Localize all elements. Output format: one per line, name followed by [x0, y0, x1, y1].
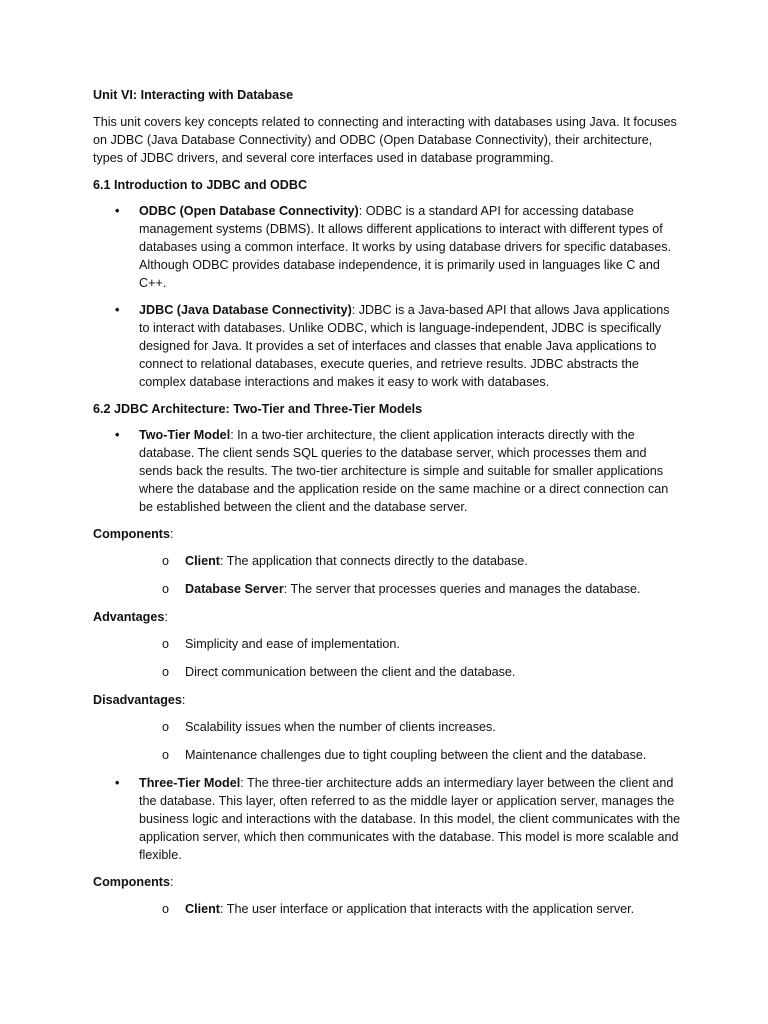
sub-marker: o: [162, 748, 170, 762]
sub-text: : The server that processes queries and manages the database.: [283, 582, 641, 596]
bullet-odbc: [93, 202, 683, 292]
bullet-three-tier: [93, 774, 683, 864]
sub-text: : The user interface or application that interacts with the application server.: [219, 902, 635, 916]
sub-item: [93, 663, 683, 681]
sub-item: [93, 746, 683, 764]
sub-term: Client: [185, 554, 220, 568]
advantages-label: Advantages:: [93, 610, 168, 624]
components-label: Components:: [93, 875, 174, 889]
bullet-two-tier: [93, 426, 683, 516]
sub-item: [93, 635, 683, 653]
bullet-text: : The three-tier architecture adds an intermediary layer between the client and the database. This layer, often referred to as the middle layer or application server, manages the business logic and interactions with the database. In this model, the client communicates with the application server, which then communicates with the database. This model is more scalable and flexible.: [139, 776, 681, 862]
disadvantages-label: Disadvantages:: [93, 693, 186, 707]
components-label: Components:: [93, 527, 174, 541]
sub-marker: o: [162, 902, 170, 916]
sub-text: Simplicity and ease of implementation.: [185, 637, 400, 651]
section-heading-6-1: 6.1 Introduction to JDBC and ODBC: [93, 178, 308, 192]
bullet-marker: •: [115, 303, 120, 317]
bullet-marker: •: [115, 776, 120, 790]
sub-text: Direct communication between the client and the database.: [185, 665, 516, 679]
bullet-marker: •: [115, 428, 120, 442]
sub-item: [93, 900, 683, 918]
sub-text: Scalability issues when the number of clients increases.: [185, 720, 496, 734]
sub-term: Client: [185, 902, 220, 916]
sub-marker: o: [162, 637, 170, 651]
bullet-text: : ODBC is a standard API for accessing database management systems (DBMS). It allows different applications to interact with different types of databases using a common interface. It works by using database drivers for specific databases. Although ODBC provides database independence, it is primarily used in languages like C and C++.: [139, 204, 672, 290]
intro-paragraph: This unit covers key concepts related to connecting and interacting with databases using Java. It focuses on JDBC (Java Database Connectivity) and ODBC (Open Database Connectivity), their architecture, types of JDBC drivers, and several core interfaces used in database programming.: [93, 115, 677, 165]
bullet-term: ODBC (Open Database Connectivity): [139, 204, 359, 218]
sub-marker: o: [162, 582, 170, 596]
bullet-marker: •: [115, 204, 120, 218]
sub-item: [93, 718, 683, 736]
sub-marker: o: [162, 554, 170, 568]
bullet-jdbc: [93, 301, 683, 391]
sub-marker: o: [162, 720, 170, 734]
bullet-term: Three-Tier Model: [139, 776, 241, 790]
sub-marker: o: [162, 665, 170, 679]
bullet-term: JDBC (Java Database Connectivity): [139, 303, 352, 317]
document-page: [93, 86, 683, 928]
sub-text: Maintenance challenges due to tight coupling between the client and the database.: [185, 748, 647, 762]
sub-item: [93, 552, 683, 570]
bullet-text: : In a two-tier architecture, the client application interacts directly with the database. The client sends SQL queries to the database server, which processes them and sends back the results. The two-tier architecture is simple and suitable for smaller applications where the database and the application reside on the same machine or a direct connection can be established between the client and the database server.: [139, 428, 669, 514]
bullet-text: : JDBC is a Java-based API that allows Java applications to interact with databases. Unlike ODBC, which is language-independent, JDBC is specifically designed for Java. It provides a set of interfaces and classes that enable Java applications to connect to relational databases, execute queries, and retrieve results. JDBC abstracts the complex database interactions and makes it easy to work with databases.: [139, 303, 670, 389]
sub-text: : The application that connects directly to the database.: [219, 554, 528, 568]
bullet-term: Two-Tier Model: [139, 428, 231, 442]
unit-title: Unit VI: Interacting with Database: [93, 88, 294, 102]
sub-term: Database Server: [185, 582, 284, 596]
section-heading-6-2: 6.2 JDBC Architecture: Two-Tier and Three-Tier Models: [93, 402, 423, 416]
sub-item: [93, 580, 683, 598]
